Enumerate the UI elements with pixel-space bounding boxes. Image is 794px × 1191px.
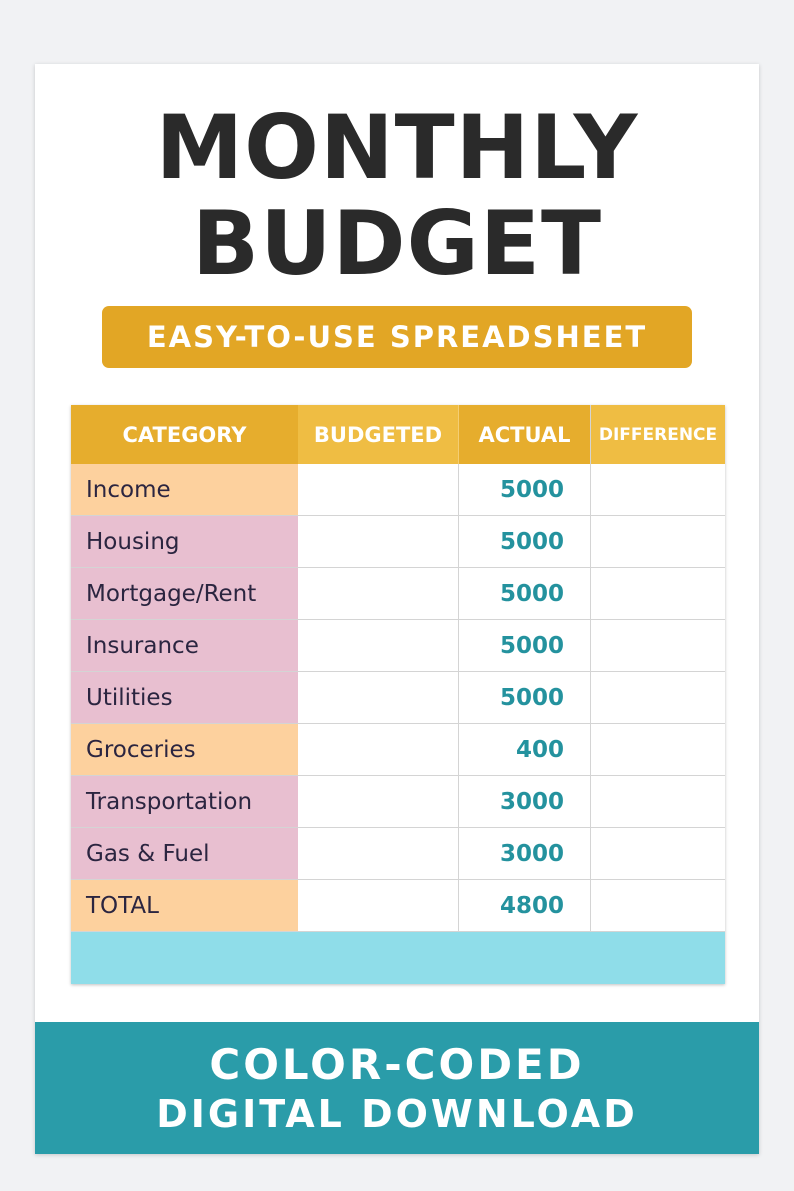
difference-cell[interactable]	[591, 776, 725, 828]
banner-line-2: DIGITAL DOWNLOAD	[156, 1092, 638, 1136]
difference-cell[interactable]	[591, 464, 725, 516]
header-category: CATEGORY	[71, 405, 298, 464]
table-row	[71, 464, 725, 516]
difference-cell[interactable]	[591, 828, 725, 880]
budgeted-cell[interactable]	[298, 464, 459, 516]
category-cell[interactable]: Groceries	[71, 724, 298, 776]
budgeted-cell[interactable]	[298, 776, 459, 828]
difference-cell[interactable]	[591, 568, 725, 620]
budgeted-cell[interactable]	[298, 620, 459, 672]
table-row	[71, 568, 725, 620]
header-actual: ACTUAL	[459, 405, 591, 464]
header-difference: DIFFERENCE	[591, 405, 725, 464]
category-cell[interactable]: Income	[71, 464, 298, 516]
category-cell[interactable]: Utilities	[71, 672, 298, 724]
budgeted-cell[interactable]	[298, 516, 459, 568]
category-cell[interactable]: Housing	[71, 516, 298, 568]
table-footer-strip	[71, 932, 725, 984]
banner-line-1: COLOR-CODED	[209, 1040, 585, 1089]
table-row	[71, 724, 725, 776]
actual-cell[interactable]: 5000	[459, 568, 591, 620]
title-line-1: MONTHLY	[155, 96, 639, 199]
title-line-2: BUDGET	[192, 192, 602, 295]
table-total-row	[71, 880, 725, 932]
actual-cell[interactable]: 5000	[459, 620, 591, 672]
budgeted-cell[interactable]	[298, 568, 459, 620]
actual-cell[interactable]: 5000	[459, 464, 591, 516]
table-row	[71, 672, 725, 724]
category-cell[interactable]: Gas & Fuel	[71, 828, 298, 880]
actual-cell[interactable]: 400	[459, 724, 591, 776]
total-label-cell[interactable]: TOTAL	[71, 880, 298, 932]
table-row	[71, 776, 725, 828]
budget-card	[35, 64, 759, 1154]
actual-cell[interactable]: 3000	[459, 776, 591, 828]
budgeted-cell[interactable]	[298, 828, 459, 880]
table-header-row	[71, 405, 725, 464]
actual-cell[interactable]: 5000	[459, 672, 591, 724]
subtitle-badge	[102, 306, 692, 368]
budgeted-cell[interactable]	[298, 724, 459, 776]
category-cell[interactable]: Mortgage/Rent	[71, 568, 298, 620]
table-row	[71, 620, 725, 672]
budget-table	[71, 405, 725, 984]
table-row	[71, 828, 725, 880]
budgeted-cell[interactable]	[298, 672, 459, 724]
difference-cell[interactable]	[591, 880, 725, 932]
difference-cell[interactable]	[591, 516, 725, 568]
table-row	[71, 516, 725, 568]
budgeted-cell[interactable]	[298, 880, 459, 932]
difference-cell[interactable]	[591, 724, 725, 776]
difference-cell[interactable]	[591, 620, 725, 672]
category-cell[interactable]: Insurance	[71, 620, 298, 672]
actual-cell[interactable]: 5000	[459, 516, 591, 568]
header-budgeted: BUDGETED	[298, 405, 459, 464]
bottom-banner	[35, 1022, 759, 1154]
actual-cell[interactable]: 3000	[459, 828, 591, 880]
total-actual-cell[interactable]: 4800	[459, 880, 591, 932]
subtitle-text: EASY-TO-USE SPREADSHEET	[146, 320, 648, 354]
difference-cell[interactable]	[591, 672, 725, 724]
category-cell[interactable]: Transportation	[71, 776, 298, 828]
